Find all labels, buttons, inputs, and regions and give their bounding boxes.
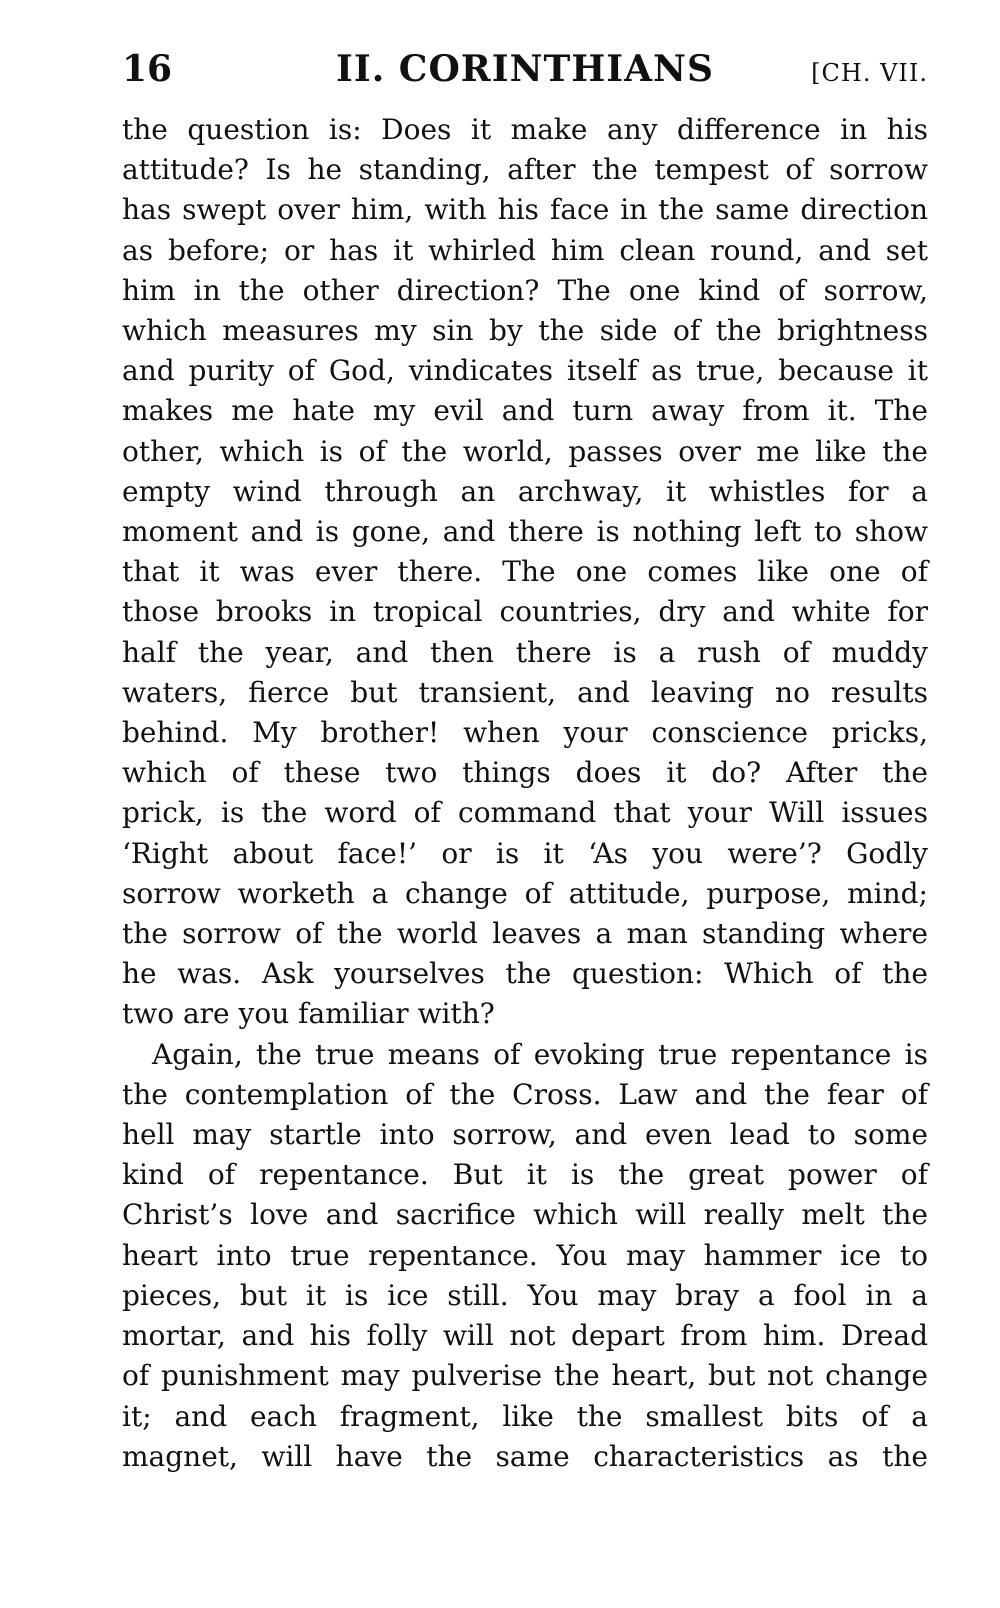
text-line: those brooks in tropical countries, dry and white for (122, 595, 928, 629)
text-line: ‘Right about face!’ or is it ‘As you were’? Godly (122, 836, 928, 870)
text-line: mortar, and his folly will not depart from him. Dread (122, 1319, 928, 1353)
text-line: hell may startle into sorrow, and even lead to some (122, 1118, 928, 1152)
page-number: 16 (122, 48, 173, 90)
text-line: pieces, but it is ice still. You may bray a fool in a (122, 1278, 928, 1312)
text-line: the question is: Does it make any difference in his (122, 113, 928, 146)
text-line: he was. Ask yourselves the question: Which of the (122, 957, 928, 991)
text-line: and purity of God, vindicates itself as true, because it (122, 354, 928, 388)
text-line: Christ’s love and sacrifice which will really melt the (122, 1198, 928, 1232)
text-line: it; and each fragment, like the smallest bits of a (122, 1399, 928, 1433)
text-line: moment and is gone, and there is nothing left to show (122, 515, 928, 549)
page-header (122, 44, 928, 94)
text-line: has swept over him, with his face in the same direction (122, 193, 928, 227)
text-line: half the year, and then there is a rush of muddy (122, 635, 928, 669)
chapter-reference: [CH. VII. (811, 59, 928, 87)
text-line: behind. My brother! when your conscience pricks, (122, 716, 928, 750)
text-line: sorrow worketh a change of attitude, purpose, mind; (122, 876, 928, 910)
body-text (122, 110, 928, 1477)
text-line: of punishment may pulverise the heart, but not change (122, 1359, 928, 1393)
paragraph-2 (122, 1035, 928, 1477)
running-title: II. CORINTHIANS (336, 48, 714, 90)
text-line: other, which is of the world, passes over me like the (122, 434, 928, 468)
text-line: makes me hate my evil and turn away from it. The (122, 394, 928, 428)
text-line: which of these two things does it do? After the (122, 756, 928, 790)
text-line: Again, the true means of evoking true repentance is (152, 1037, 928, 1071)
text-line: as before; or has it whirled him clean round, and set (122, 233, 928, 267)
text-line: attitude? Is he standing, after the tempest of sorrow (122, 153, 928, 187)
text-line: magnet, will have the same characteristics as the (122, 1439, 928, 1473)
text-line: which measures my sin by the side of the brightness (122, 314, 928, 348)
text-line: prick, is the word of command that your Will issues (122, 796, 928, 830)
text-line: two are you familiar with? (122, 997, 495, 1031)
text-line: waters, fierce but transient, and leaving no results (122, 675, 928, 709)
text-line: kind of repentance. But it is the great power of (122, 1158, 928, 1192)
paragraph-1 (122, 110, 928, 1035)
text-line: the contemplation of the Cross. Law and the fear of (122, 1077, 928, 1111)
text-line: the sorrow of the world leaves a man standing where (122, 917, 928, 951)
text-line: that it was ever there. The one comes like one of (122, 555, 928, 589)
text-line: heart into true repentance. You may hammer ice to (122, 1238, 928, 1272)
text-line: empty wind through an archway, it whistles for a (122, 474, 928, 508)
text-line: him in the other direction? The one kind of sorrow, (122, 273, 928, 307)
